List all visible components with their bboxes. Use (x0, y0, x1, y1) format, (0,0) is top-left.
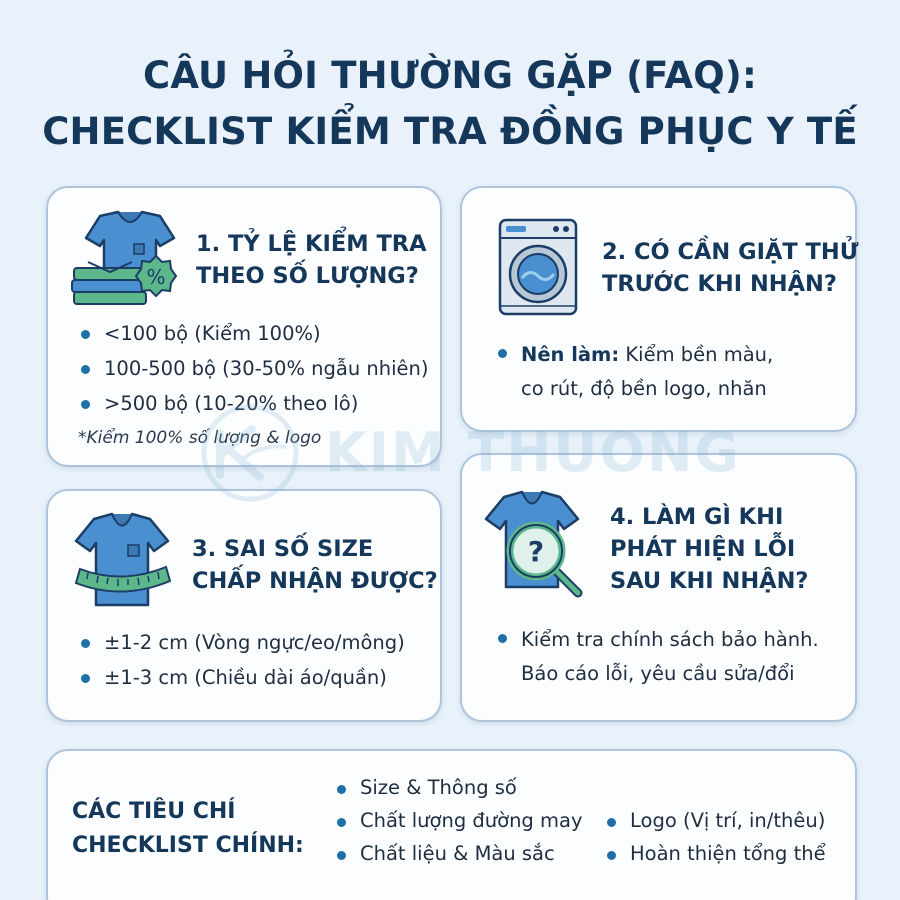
q4-heading-line1: 4. LÀM GÌ KHI (610, 504, 784, 530)
q3-list (78, 625, 405, 695)
percent-badge: % (146, 265, 166, 289)
page-title (0, 48, 900, 160)
q4-answer-line1: Kiểm tra chính sách bảo hành. (521, 628, 819, 651)
q1-heading (196, 228, 427, 292)
list-item: ±1-2 cm (Vòng ngực/eo/mông) (78, 625, 405, 660)
list-item: <100 bộ (Kiểm 100%) (78, 316, 429, 351)
q1-list (78, 316, 429, 421)
q4-answer-line2: Báo cáo lỗi, yêu cầu sửa/đổi (521, 662, 795, 685)
faq-card-size-tolerance (46, 489, 442, 722)
q3-heading (192, 533, 438, 597)
q4-heading-line3: SAU KHI NHẬN? (610, 568, 809, 594)
question-glyph: ? (527, 535, 545, 568)
q1-heading-line1: 1. TỶ LỆ KIỂM TRA (196, 231, 427, 257)
watermark-text: KIM THUONG (325, 421, 741, 484)
q1-heading-line2: THEO SỐ LƯỢNG? (196, 263, 419, 289)
list-item: >500 bộ (10-20% theo lô) (78, 386, 429, 421)
title-line-1: CÂU HỎI THƯỜNG GẶP (FAQ): (142, 54, 758, 97)
scrub-magnifier-icon (482, 489, 594, 599)
faq-card-wash-test (460, 186, 857, 432)
list-item: Chất lượng đường may (334, 804, 583, 837)
q3-heading-line1: 3. SAI SỐ SIZE (192, 536, 374, 562)
washing-machine-icon (498, 218, 578, 316)
q2-answer-line1: Kiểm bền màu, (619, 343, 774, 366)
faq-card-defects (460, 453, 857, 722)
q4-heading (610, 501, 808, 597)
list-item: Chất liệu & Màu sắc (334, 837, 583, 870)
list-item: Logo (Vị trí, in/thêu) (604, 804, 826, 837)
list-item: ±1-3 cm (Chiều dài áo/quần) (78, 660, 405, 695)
q2-heading-line1: 2. CÓ CẦN GIẶT THỬ (602, 239, 859, 265)
q2-answer-line2: co rút, độ bền logo, nhăn (521, 377, 767, 400)
q4-answer (498, 623, 819, 691)
bullet-dot (498, 349, 507, 358)
list-item: Size & Thông số (334, 771, 583, 804)
title-line-2: CHECKLIST KIỂM TRA ĐỒNG PHỤC Y TẾ (42, 110, 858, 153)
criteria-col2 (604, 804, 826, 870)
criteria-heading (72, 795, 304, 863)
q2-heading (602, 236, 859, 300)
criteria-heading-line2: CHECKLIST CHÍNH: (72, 833, 304, 858)
q3-heading-line2: CHẤP NHẬN ĐƯỢC? (192, 568, 438, 594)
scrubs-stack-icon (70, 210, 182, 310)
q2-answer (498, 338, 773, 406)
q1-note: *Kiểm 100% số lượng & logo (78, 428, 322, 448)
q2-heading-line2: TRƯỚC KHI NHẬN? (602, 271, 837, 297)
scrub-measuring-tape-icon (66, 511, 178, 611)
q4-heading-line2: PHÁT HIỆN LỖI (610, 536, 796, 562)
list-item: 100-500 bộ (30-50% ngẫu nhiên) (78, 351, 429, 386)
bullet-dot (498, 634, 507, 643)
faq-card-quantity (46, 186, 442, 467)
q2-answer-bold: Nên làm: (521, 343, 620, 366)
list-item: Hoàn thiện tổng thể (604, 837, 826, 870)
criteria-card (46, 749, 857, 900)
criteria-heading-line1: CÁC TIÊU CHÍ (72, 799, 236, 824)
criteria-col1 (334, 771, 583, 870)
